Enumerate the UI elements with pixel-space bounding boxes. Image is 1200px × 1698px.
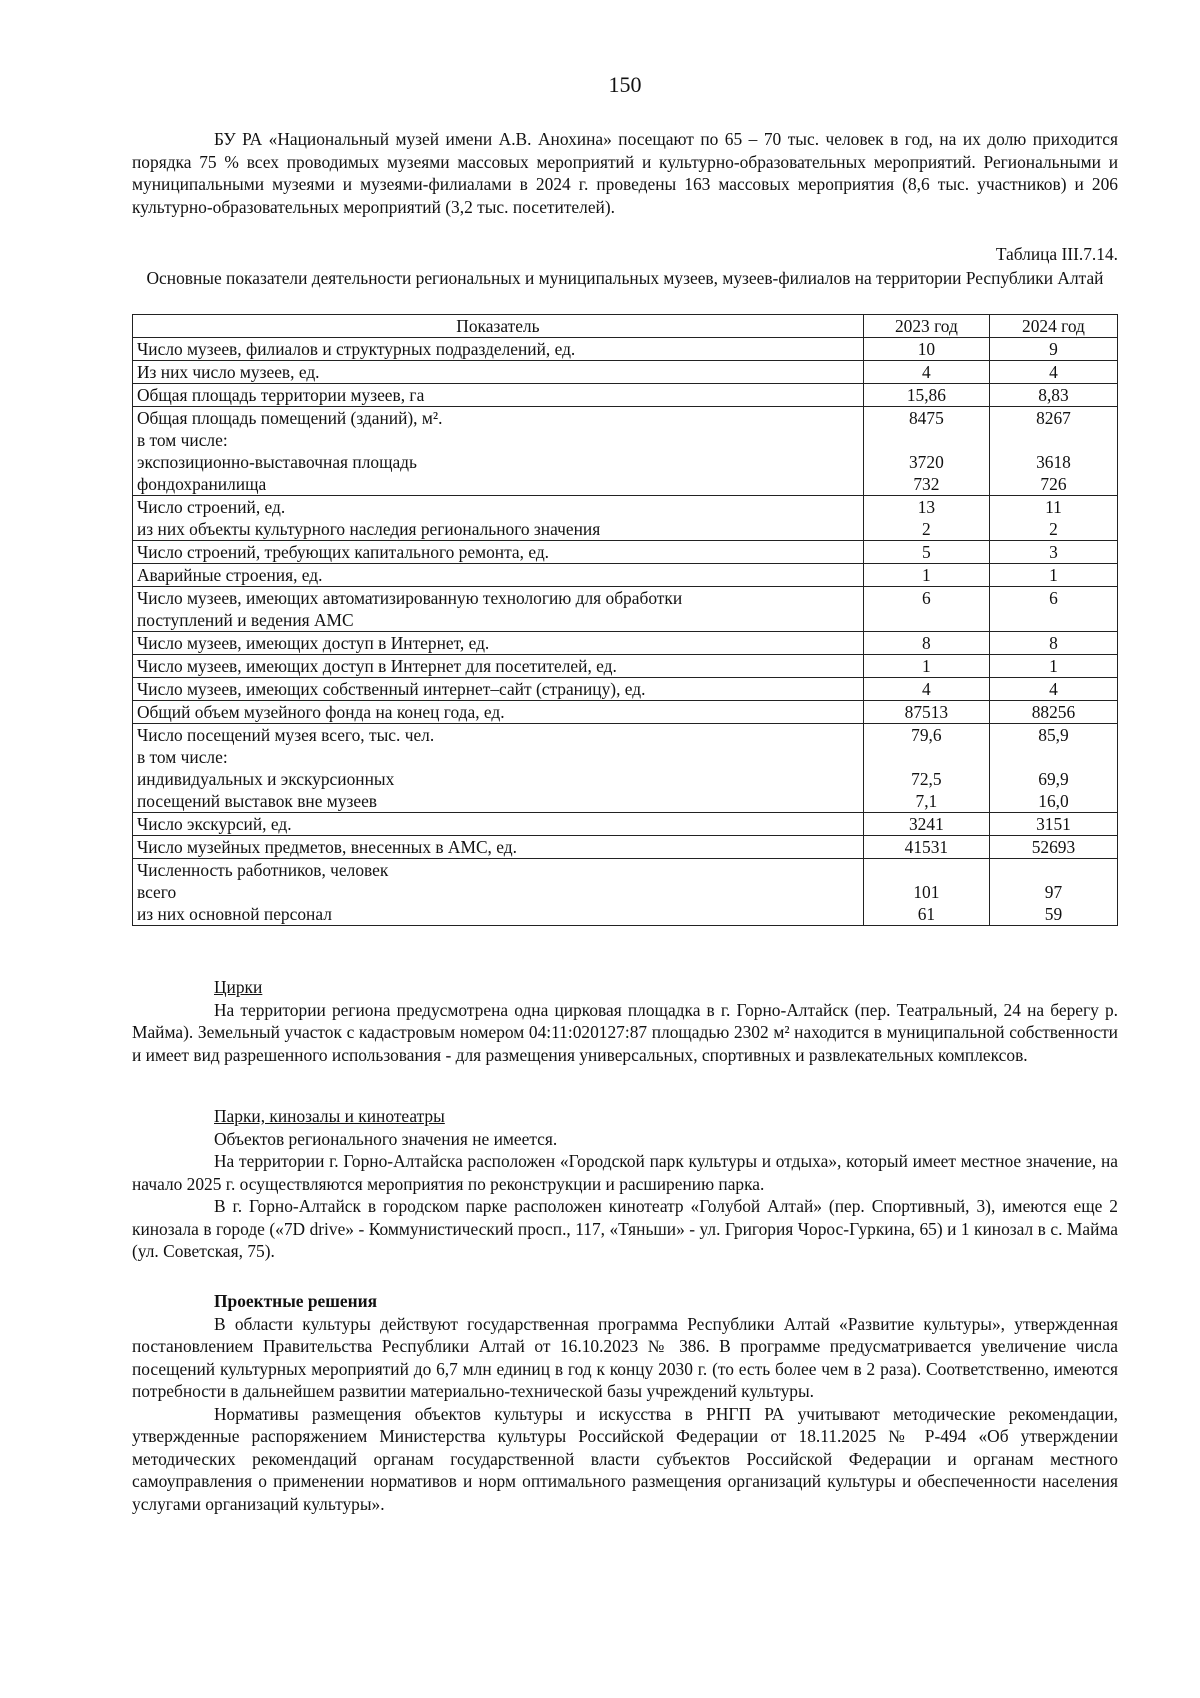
- value-line: [868, 859, 985, 881]
- parks-section: [132, 1105, 1118, 1263]
- table-row: [133, 587, 1118, 632]
- header-2024: 2024 год: [989, 315, 1117, 338]
- indicator-cell: [133, 541, 864, 564]
- value-2023-cell: [863, 836, 989, 859]
- project-paragraph-2: Нормативы размещения объектов культуры и искусства в РНГП РА учитывают методические рекомендации, утвержденные распоряжением Министерства культуры Российской Федерации от 18.11.2025 № Р-494 «Об утверждении методических рекомендаций органам государственной власти субъектов Российской Федерации и органам местного самоуправления о применении нормативов и норм оптимального размещения организаций культуры и обеспеченности населения услугами организаций культуры».: [132, 1403, 1118, 1514]
- indicator-line: поступлений и ведения АМС: [137, 610, 354, 630]
- value-line: 97: [1044, 882, 1063, 902]
- value-line: [994, 746, 1113, 768]
- indicator-line: Общая площадь помещений (зданий), м².: [137, 408, 443, 428]
- value-line: 15,86: [906, 385, 946, 405]
- value-2023-cell: [863, 407, 989, 496]
- value-line: 1: [1049, 565, 1058, 585]
- indicator-line: Число музейных предметов, внесенных в АМС, ед.: [137, 837, 517, 857]
- value-2023-cell: [863, 587, 989, 632]
- value-line: [994, 609, 1113, 631]
- circus-section: [132, 976, 1118, 1066]
- value-2023-cell: [863, 338, 989, 361]
- value-line: 3: [1049, 542, 1058, 562]
- value-2023-cell: [863, 678, 989, 701]
- value-line: 101: [913, 882, 940, 902]
- indicator-cell: [133, 361, 864, 384]
- value-2024-cell: [989, 678, 1117, 701]
- intro-section: [132, 128, 1118, 218]
- value-line: 69,9: [1038, 769, 1069, 789]
- table-row: [133, 496, 1118, 541]
- indicator-line: экспозиционно-выставочная площадь: [137, 452, 417, 472]
- value-line: [994, 429, 1113, 451]
- value-line: 10: [917, 339, 936, 359]
- value-2023-cell: [863, 813, 989, 836]
- value-2024-cell: [989, 724, 1117, 813]
- value-line: 3241: [908, 814, 944, 834]
- value-2024-cell: [989, 859, 1117, 926]
- value-line: 8475: [908, 408, 944, 428]
- table-row: [133, 678, 1118, 701]
- parks-paragraph-2: На территории г. Горно-Алтайска расположен «Городской парк культуры и отдыха», который имеет местное значение, на начало 2025 г. осуществляются мероприятия по реконструкции и расширению парка.: [132, 1151, 1118, 1194]
- indicator-cell: [133, 655, 864, 678]
- value-line: 2: [922, 519, 931, 539]
- table-row: [133, 859, 1118, 926]
- value-line: 1: [922, 656, 931, 676]
- value-line: 52693: [1031, 837, 1076, 857]
- value-line: 88256: [1031, 702, 1076, 722]
- table-row: [133, 384, 1118, 407]
- table-row: [133, 361, 1118, 384]
- indicator-line: Число музеев, имеющих автоматизированную технологию для обработки: [137, 588, 683, 608]
- indicator-line: из них основной персонал: [137, 904, 332, 924]
- value-2024-cell: [989, 632, 1117, 655]
- table-row: [133, 338, 1118, 361]
- table-header-row: [133, 315, 1118, 338]
- value-line: [868, 429, 985, 451]
- parks-heading: Парки, кинозалы и кинотеатры: [214, 1106, 445, 1126]
- table-row: [133, 541, 1118, 564]
- indicator-line: Число музеев, имеющих доступ в Интернет, ед.: [137, 633, 490, 653]
- page-number: 150: [608, 72, 642, 97]
- indicator-line: Численность работников, человек: [137, 860, 389, 880]
- value-line: 8267: [1036, 408, 1071, 428]
- value-line: 726: [1040, 474, 1067, 494]
- table-row: [133, 564, 1118, 587]
- value-2023-cell: [863, 859, 989, 926]
- indicator-line: Число строений, ед.: [137, 497, 286, 517]
- header-indicator: Показатель: [133, 315, 864, 338]
- museum-indicators-table: [132, 314, 1118, 926]
- indicator-cell: [133, 384, 864, 407]
- table-row: [133, 655, 1118, 678]
- value-line: 3618: [1036, 452, 1071, 472]
- indicator-line: посещений выставок вне музеев: [137, 791, 377, 811]
- value-2024-cell: [989, 361, 1117, 384]
- value-line: 13: [917, 497, 936, 517]
- value-line: 3720: [908, 452, 944, 472]
- value-line: 1: [922, 565, 931, 585]
- indicator-line: Общая площадь территории музеев, га: [137, 385, 425, 405]
- table-row: [133, 407, 1118, 496]
- parks-paragraph-1: Объектов регионального значения не имеется.: [214, 1128, 558, 1149]
- indicator-cell: [133, 407, 864, 496]
- indicator-line: Число строений, требующих капитального ремонта, ед.: [137, 542, 550, 562]
- value-line: 8: [1049, 633, 1058, 653]
- indicator-line: всего: [137, 882, 177, 902]
- indicator-cell: [133, 678, 864, 701]
- value-line: 2: [1049, 519, 1058, 539]
- value-line: 1: [1049, 656, 1058, 676]
- value-line: 59: [1044, 904, 1063, 924]
- indicator-cell: [133, 724, 864, 813]
- table-body: [133, 338, 1118, 926]
- value-line: [868, 609, 985, 631]
- indicator-cell: [133, 701, 864, 724]
- value-line: [994, 859, 1113, 881]
- intro-paragraph: БУ РА «Национальный музей имени А.В. Анохина» посещают по 65 – 70 тыс. человек в год, на их долю приходится порядка 75 % всех проводимых музеями массовых мероприятий и культурно-образовательных мероприятий. Региональными и муниципальными музеями и музеями-филиалами в 2024 г. проведены 163 массовых мероприятия (8,6 тыс. участников) и 206 культурно-образовательных мероприятий (3,2 тыс. посетителей).: [132, 129, 1118, 217]
- value-line: 41531: [904, 837, 949, 857]
- indicator-cell: [133, 859, 864, 926]
- value-2023-cell: [863, 541, 989, 564]
- indicator-line: Число музеев, имеющих доступ в Интернет для посетителей, ед.: [137, 656, 617, 676]
- table-row: [133, 813, 1118, 836]
- indicator-line: из них объекты культурного наследия регионального значения: [137, 519, 601, 539]
- indicator-line: фондохранилища: [137, 474, 267, 494]
- value-2023-cell: [863, 564, 989, 587]
- value-line: 79,6: [911, 725, 942, 745]
- value-line: 87513: [904, 702, 949, 722]
- project-heading: Проектные решения: [214, 1291, 378, 1311]
- indicator-cell: [133, 496, 864, 541]
- value-line: 4: [1049, 679, 1058, 699]
- circus-heading: Цирки: [214, 977, 263, 997]
- header-2023: 2023 год: [863, 315, 989, 338]
- value-2023-cell: [863, 655, 989, 678]
- indicator-cell: [133, 836, 864, 859]
- value-line: 72,5: [911, 769, 942, 789]
- value-line: 3151: [1036, 814, 1071, 834]
- value-2023-cell: [863, 361, 989, 384]
- value-line: 85,9: [1038, 725, 1069, 745]
- table-caption: Основные показатели деятельности региональных и муниципальных музеев, музеев-филиалов на территории Республики Алтай: [146, 268, 1104, 288]
- indicator-cell: [133, 632, 864, 655]
- value-2024-cell: [989, 836, 1117, 859]
- table-row: [133, 836, 1118, 859]
- table-row: [133, 701, 1118, 724]
- project-section: [132, 1290, 1118, 1515]
- value-line: 4: [1049, 362, 1058, 382]
- indicator-line: Из них число музеев, ед.: [137, 362, 320, 382]
- indicator-line: Число музеев, филиалов и структурных подразделений, ед.: [137, 339, 576, 359]
- value-2023-cell: [863, 496, 989, 541]
- indicator-cell: [133, 587, 864, 632]
- indicator-line: Общий объем музейного фонда на конец года, ед.: [137, 702, 505, 722]
- value-2023-cell: [863, 384, 989, 407]
- indicator-line: индивидуальных и экскурсионных: [137, 769, 395, 789]
- indicator-line: Число экскурсий, ед.: [137, 814, 292, 834]
- indicator-line: Число посещений музея всего, тыс. чел.: [137, 725, 435, 745]
- value-2024-cell: [989, 564, 1117, 587]
- value-line: 732: [913, 474, 940, 494]
- value-line: 16,0: [1038, 791, 1069, 811]
- value-2024-cell: [989, 384, 1117, 407]
- value-line: 4: [922, 679, 931, 699]
- value-line: 7,1: [915, 791, 938, 811]
- project-paragraph-1: В области культуры действуют государственная программа Республики Алтай «Развитие культуры», утвержденная постановлением Правительства Республики Алтай от 16.10.2023 № 386. В программе предусматривается увеличение числа посещений культурных мероприятий до 6,7 млн единиц в год к концу 2030 г. (то есть более чем в 2 раза). Соответственно, имеются потребности в дальнейшем развитии материально-технической базы учреждений культуры.: [132, 1313, 1118, 1401]
- value-2024-cell: [989, 587, 1117, 632]
- table-row: [133, 632, 1118, 655]
- value-line: 6: [1049, 588, 1058, 608]
- value-2023-cell: [863, 701, 989, 724]
- value-line: 8,83: [1038, 385, 1069, 405]
- value-2024-cell: [989, 541, 1117, 564]
- value-line: 61: [917, 904, 936, 924]
- value-line: 6: [922, 588, 931, 608]
- value-2024-cell: [989, 813, 1117, 836]
- value-line: [868, 746, 985, 768]
- value-line: 8: [922, 633, 931, 653]
- value-line: 9: [1049, 339, 1058, 359]
- value-2024-cell: [989, 407, 1117, 496]
- table-row: [133, 724, 1118, 813]
- value-line: 11: [1045, 497, 1062, 517]
- table-number: Таблица III.7.14.: [995, 244, 1118, 264]
- value-2023-cell: [863, 632, 989, 655]
- indicator-cell: [133, 564, 864, 587]
- indicator-line: в том числе:: [137, 430, 228, 450]
- value-2023-cell: [863, 724, 989, 813]
- parks-paragraph-3: В г. Горно-Алтайск в городском парке расположен кинотеатр «Голубой Алтай» (пер. Спортивный, 3), имеются еще 2 кинозала в городе («7D drive» - Коммунистический просп., 117, «Тяньши» - ул. Григория Чорос-Гуркина, 65) и 1 кинозал в с. Майма (ул. Советская, 75).: [132, 1196, 1118, 1261]
- indicator-line: Число музеев, имеющих собственный интернет–сайт (страницу), ед.: [137, 679, 646, 699]
- indicator-line: в том числе:: [137, 747, 228, 767]
- indicator-cell: [133, 338, 864, 361]
- value-2024-cell: [989, 701, 1117, 724]
- indicator-line: Аварийные строения, ед.: [137, 565, 323, 585]
- value-line: 5: [922, 542, 931, 562]
- value-2024-cell: [989, 496, 1117, 541]
- indicator-cell: [133, 813, 864, 836]
- value-2024-cell: [989, 338, 1117, 361]
- value-line: 4: [922, 362, 931, 382]
- circus-paragraph: На территории региона предусмотрена одна цирковая площадка в г. Горно-Алтайск (пер. Театральный, 24 на берегу р. Майма). Земельный участок с кадастровым номером 04:11:020127:87 площадью 2302 м² находится в муниципальной собственности и имеет вид разрешенного использования - для размещения универсальных, спортивных и развлекательных комплексов.: [132, 999, 1118, 1065]
- value-2024-cell: [989, 655, 1117, 678]
